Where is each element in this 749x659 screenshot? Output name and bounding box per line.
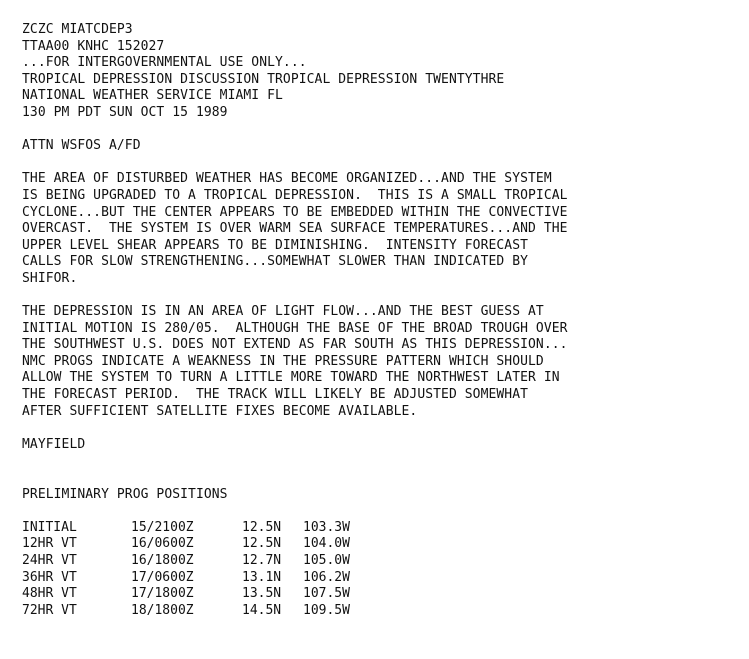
prog-lon: 103.3W (303, 519, 350, 535)
paragraph-line: SHIFOR. (22, 270, 78, 286)
header-line: NATIONAL WEATHER SERVICE MIAMI FL (22, 88, 283, 104)
prog-label: 48HR VT (22, 586, 77, 602)
prog-lat: 13.1N (242, 569, 282, 585)
prog-time: 17/1800Z (131, 586, 194, 602)
prog-lon: 106.2W (303, 569, 350, 585)
prog-lat: 13.5N (242, 586, 282, 602)
prog-lon: 107.5W (303, 586, 350, 602)
prog-time: 16/1800Z (131, 553, 194, 568)
paragraph-line: THE DEPRESSION IS IN AN AREA OF LIGHT FLOW...AND THE BEST GUESS AT (22, 304, 544, 320)
prog-lon: 109.5W (303, 602, 350, 618)
paragraph-line: OVERCAST. THE SYSTEM IS OVER WARM SEA SURFACE TEMPERATURES...AND THE (22, 221, 568, 237)
prog-time: 17/0600Z (131, 569, 194, 585)
prog-lon: 104.0W (303, 536, 350, 552)
prog-row (22, 586, 742, 603)
prog-label: 72HR VT (22, 602, 77, 618)
paragraph-line: CYCLONE...BUT THE CENTER APPEARS TO BE EMBEDDED WITHIN THE CONVECTIVE (22, 204, 568, 220)
paragraph-2 (22, 304, 742, 420)
paragraph-line: ALLOW THE SYSTEM TO TURN A LITTLE MORE TOWARD THE NORTHWEST LATER IN (22, 370, 560, 386)
prog-row (22, 553, 742, 570)
prog-label: 24HR VT (22, 553, 77, 568)
paragraph-1 (22, 171, 742, 287)
header-line: ZCZC MIATCDEP3 (22, 22, 133, 37)
prog-title: PRELIMINARY PROG POSITIONS (22, 486, 228, 502)
paragraph-line: THE AREA OF DISTURBED WEATHER HAS BECOME ORGANIZED...AND THE SYSTEM (22, 171, 552, 187)
header-line: 130 PM PDT SUN OCT 15 1989 (22, 104, 228, 120)
prog-label: INITIAL (22, 519, 77, 535)
paragraph-line: CALLS FOR SLOW STRENGTHENING...SOMEWHAT SLOWER THAN INDICATED BY (22, 254, 529, 270)
header-line: ...FOR INTERGOVERNMENTAL USE ONLY... (22, 55, 307, 71)
attn-line: ATTN WSFOS A/FD (22, 138, 141, 154)
prog-row (22, 536, 742, 553)
prog-label: 12HR VT (22, 536, 77, 552)
paragraph-line: INITIAL MOTION IS 280/05. ALTHOUGH THE BASE OF THE BROAD TROUGH OVER (22, 320, 568, 336)
header-block (22, 22, 742, 122)
prog-lat: 12.5N (242, 519, 282, 535)
paragraph-line: AFTER SUFFICIENT SATELLITE FIXES BECOME AVAILABLE. (22, 403, 418, 419)
prog-lon: 105.0W (303, 553, 350, 568)
prog-time: 16/0600Z (131, 536, 194, 552)
prog-row (22, 570, 742, 587)
signature: MAYFIELD (22, 436, 86, 452)
prog-time: 18/1800Z (131, 602, 194, 618)
paragraph-line: THE SOUTHWEST U.S. DOES NOT EXTEND AS FAR SOUTH AS THIS DEPRESSION... (22, 337, 568, 353)
paragraph-line: IS BEING UPGRADED TO A TROPICAL DEPRESSION. THIS IS A SMALL TROPICAL (22, 187, 568, 203)
prog-lat: 12.7N (242, 553, 282, 568)
prog-label: 36HR VT (22, 569, 77, 585)
prog-time: 15/2100Z (131, 519, 194, 535)
prog-lat: 14.5N (242, 602, 282, 618)
paragraph-line: NMC PROGS INDICATE A WEAKNESS IN THE PRESSURE PATTERN WHICH SHOULD (22, 353, 544, 369)
paragraph-line: UPPER LEVEL SHEAR APPEARS TO BE DIMINISHING. INTENSITY FORECAST (22, 237, 529, 253)
discussion-document (22, 22, 742, 619)
prog-row (22, 520, 742, 537)
paragraph-line: THE FORECAST PERIOD. THE TRACK WILL LIKELY BE ADJUSTED SOMEWHAT (22, 387, 529, 403)
prog-lat: 12.5N (242, 536, 282, 552)
header-line: TROPICAL DEPRESSION DISCUSSION TROPICAL DEPRESSION TWENTYTHRE (22, 71, 505, 87)
header-line: TTAA00 KNHC 152027 (22, 38, 165, 54)
prog-row (22, 603, 742, 620)
prog-table (22, 520, 742, 620)
